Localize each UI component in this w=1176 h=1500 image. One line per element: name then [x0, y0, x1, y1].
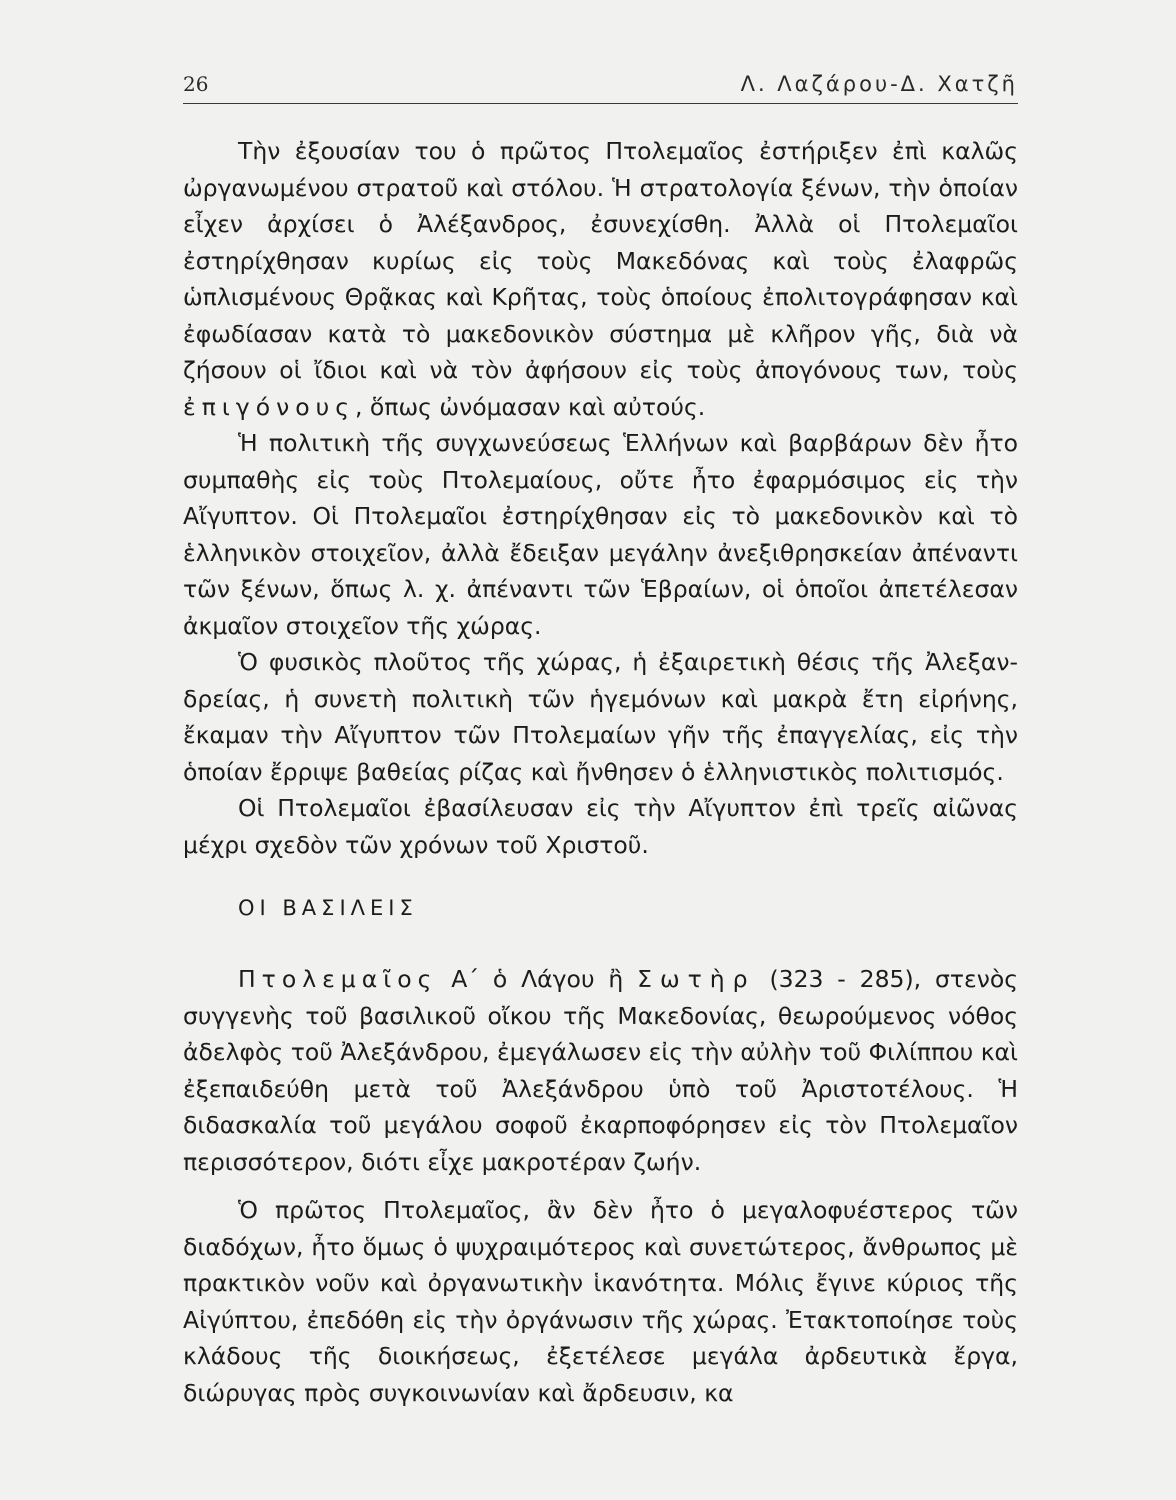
- section-heading: ΟΙ ΒΑΣΙΛΕΙΣ: [238, 896, 418, 920]
- page-number: 26: [183, 72, 209, 96]
- epigonoi-term: ἐπιγόνους: [183, 392, 355, 421]
- spacer: [183, 923, 1018, 961]
- ptolemy-name: Πτολεμαῖος: [238, 965, 438, 993]
- paragraph-5: [183, 961, 1018, 1180]
- header-rule: [183, 103, 1018, 104]
- paragraph-5-rest: (323 - 285), στενὸς συγγενὴς τοῦ βασιλικοῦ οἴκου τῆς Μακεδονίας, θεωρούμενος νόθος ἀδελφὸς τοῦ Ἀλεξάνδρου, ἐμεγάλωσεν εἰς τὴν αὐλὴν τοῦ Φιλίππου καὶ ἐξεπαιδεύθη μετὰ τοῦ Ἀλεξάνδρου ὑπὸ τοῦ Ἀριστοτέλους. Ἡ διδασκαλία τοῦ μεγάλου σοφοῦ ἐκαρποφόρησεν εἰς τὸν Πτολεμαῖον περισσότερον, διότι εἶχε μακροτέραν ζωήν.: [183, 965, 1018, 1176]
- running-head: [183, 70, 1018, 102]
- paragraph-6: Ὁ πρῶτος Πτολεμαῖος, ἂν δὲν ἦτο ὁ μεγαλοφυέστερος τῶν διαδόχων, ἦτο ὅμως ὁ ψυχραιμότερος καὶ συνετώτερος, ἄνθρωπος μὲ πρακτικὸν νοῦν καὶ ὀργανωτικὴν ἱκανότητα. Μόλις ἔγινε κύριος τῆς Αἰγύπτου, ἐπεδόθη εἰς τὴν ὀργάνωσιν τῆς χώρας. Ἐτακτοποίησε τοὺς κλάδους τῆς διοικήσεως, ἐξετέλεσε μεγάλα ἀρδευτικὰ ἔργα, διώρυγας πρὸς συγκοινωνίαν καὶ ἄρδευσιν, κα: [183, 1196, 1018, 1407]
- paragraph-4: Οἱ Πτολεμαῖοι ἐβασίλευσαν εἰς τὴν Αἴγυπτον ἐπὶ τρεῖς αἰῶνας μέχρι σχεδὸν τῶν χρόνων τοῦ Χριστοῦ.: [183, 794, 1018, 859]
- paragraph-2: Ἡ πολιτικὴ τῆς συγχωνεύσεως Ἑλλήνων καὶ βαρβάρων δὲν ἦτο συμπαθὴς εἰς τοὺς Πτολεμαίους, οὔτε ἦτο ἐφαρμόσιμος εἰς τὴν Αἴγυπτον. Οἱ Πτολεμαῖοι ἐστηρίχθησαν εἰς τὸ μακεδονικὸν καὶ τὸ ἑλληνικὸν στοιχεῖον, ἀλλὰ ἔδειξαν μεγάλην ἀνεξιθρησκείαν ἀπέναντι τῶν ξένων, ὅπως λ. χ. ἀπέναντι τῶν Ἑβραίων, οἱ ὁποῖοι ἀπετέλεσαν ἀκμαῖον στοιχεῖον τῆς χώρας.: [183, 429, 1018, 640]
- paragraph-1-end: , ὅπως ὠνόμασαν καὶ αὐτούς.: [354, 392, 706, 421]
- paragraph-3: Ὁ φυσικὸς πλοῦτος τῆς χώρας, ἡ ἐξαιρετικὴ θέσις τῆς Ἀλεξανδρείας, ἡ συνετὴ πολιτικὴ τῶν ἡγεμόνων καὶ μακρὰ ἔτη εἰρήνης, ἔκαμαν τὴν Αἴγυπτον τῶν Πτολεμαίων γῆν τῆς ἐπαγγελίας, εἰς τὴν ὁποίαν ἔρριψε βαθείας ρίζας καὶ ἤνθησεν ὁ ἑλληνιστικὸς πολιτισμός.: [183, 648, 1018, 786]
- soter-name: Σωτὴρ: [637, 965, 756, 993]
- paragraph-5-a: Α΄ ὁ Λάγου ἢ: [437, 965, 638, 993]
- paragraph-1-text: Τὴν ἐξουσίαν του ὁ πρῶτος Πτολεμαῖος ἐστήριξεν ἐπὶ καλῶς ὠργανωμένου στρατοῦ καὶ στόλου. Ἡ στρατολογία ξένων, τὴν ὁποίαν εἶχεν ἀρχίσει ὁ Ἀλέξανδρος, ἐσυνεχίσθη. Ἀλλὰ οἱ Πτολεμαῖοι ἐστηρίχθησαν κυρίως εἰς τοὺς Μακεδόνας καὶ τοὺς ἐλαφρῶς ὡπλισμένους Θρᾷκας καὶ Κρῆτας, τοὺς ὁποίους ἐπολιτογράφησαν καὶ ἐφωδίασαν κατὰ τὸ μακεδονικὸν σύστημα μὲ κλῆρον γῆς, διὰ νὰ ζήσουν οἱ ἴδιοι καὶ νὰ τὸν ἀφήσουν εἰς τοὺς ἀπογόνους των, τοὺς: [183, 137, 1018, 384]
- spacer: [183, 1180, 1018, 1192]
- paragraph-1: [183, 133, 1018, 425]
- author-header: Λ. Λαζάρου-Δ. Χατζῆ: [740, 72, 1018, 96]
- body-text: [183, 133, 1018, 1411]
- spacer: [183, 863, 1018, 893]
